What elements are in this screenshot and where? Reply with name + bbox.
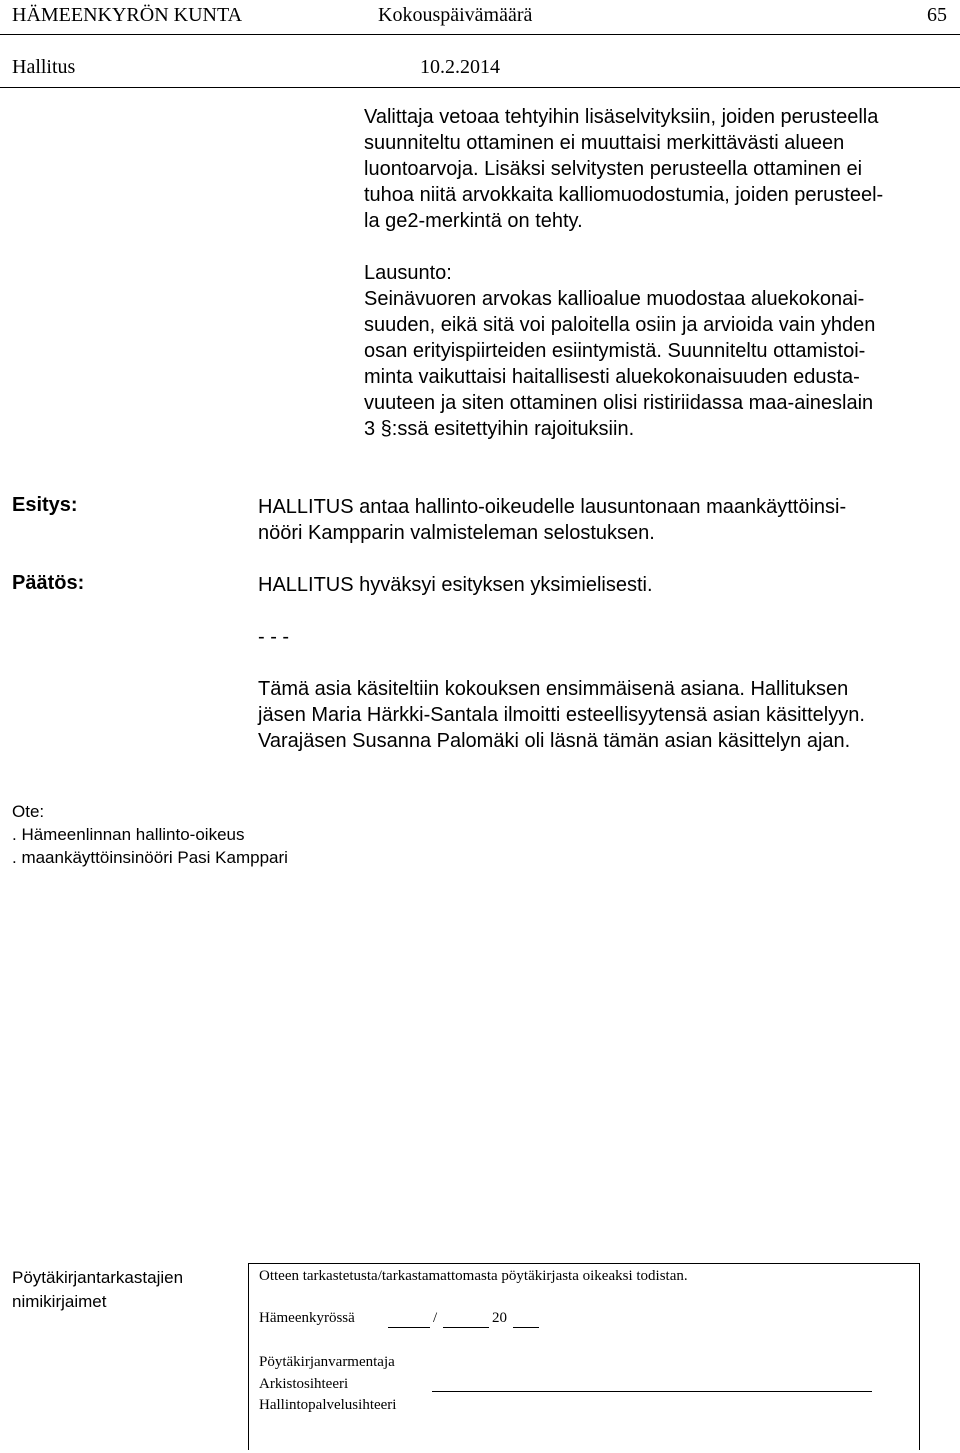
meeting-body: Hallitus <box>12 56 76 78</box>
extract-block <box>12 800 288 869</box>
year-prefix: 20 <box>492 1310 507 1326</box>
footer-initials-label <box>12 1266 183 1314</box>
statement-line: suuden, eikä sitä voi paloitella osiin ja arvioida vain yhden <box>364 314 876 336</box>
statement-line: minta vaikuttaisi haitallisesti aluekokonaisuuden edusta- <box>364 366 860 388</box>
statement-block <box>364 260 875 442</box>
day-blank-line[interactable] <box>388 1327 430 1328</box>
meeting-date: 10.2.2014 <box>420 56 500 78</box>
extract-recipient: . maankäyttöinsinööri Pasi Kamppari <box>12 848 288 867</box>
intro-paragraph <box>364 104 883 234</box>
separator <box>258 624 289 650</box>
footer-left-line: nimikirjaimet <box>12 1292 107 1311</box>
extract-heading: Ote: <box>12 802 45 821</box>
decision-text <box>258 572 653 598</box>
proposal-text <box>258 494 846 546</box>
date-slash: / <box>433 1310 438 1326</box>
note-line: Varajäsen Susanna Palomäki oli läsnä tämän asian käsittelyn ajan. <box>258 730 851 752</box>
proposal-line: nööri Kampparin valmisteleman selostuksen. <box>258 522 655 544</box>
note-line: jäsen Maria Härkki-Santala ilmoitti esteellisyytensä asian käsittelyyn. <box>258 704 865 726</box>
intro-line: luontoarvoja. Lisäksi selvitysten perusteella ottaminen ei <box>364 158 863 180</box>
statement-line: 3 §:ssä esitettyihin rajoituksiin. <box>364 418 635 440</box>
signatory-role: Pöytäkirjanvarmentaja <box>259 1354 395 1370</box>
extract-recipient: . Hämeenlinnan hallinto-oikeus <box>12 825 245 844</box>
statement-line: vuuteen ja siten ottaminen olisi ristiriidassa maa-aineslain <box>364 392 874 414</box>
decision-line: HALLITUS hyväksyi esityksen yksimielisesti. <box>258 574 653 596</box>
year-blank-line[interactable] <box>513 1327 539 1328</box>
header-rule-top <box>0 34 960 35</box>
proposal-label: Esitys: <box>12 494 78 516</box>
intro-line: Valittaja vetoaa tehtyihin lisäselvityksiin, joiden perusteella <box>364 106 879 128</box>
page-number: 65 <box>927 4 947 26</box>
note-paragraph <box>258 676 865 754</box>
decision-label: Päätös: <box>12 572 85 594</box>
header-rule-bottom <box>0 87 960 88</box>
intro-line: suunniteltu ottaminen ei muuttaisi merkittävästi alueen <box>364 132 845 154</box>
signatory-role: Hallintopalvelusihteeri <box>259 1397 397 1413</box>
statement-line: osan erityispiirteiden esiintymistä. Suunniteltu ottamistoi- <box>364 340 866 362</box>
certification-place: Hämeenkyrössä <box>259 1310 355 1326</box>
intro-line: tuhoa niitä arvokkaita kalliomuodostumia, joiden perusteel- <box>364 184 884 206</box>
separator-text: - - - <box>258 626 290 648</box>
month-blank-line[interactable] <box>443 1327 489 1328</box>
document-type: Kokouspäivämäärä <box>378 4 533 26</box>
note-line: Tämä asia käsiteltiin kokouksen ensimmäisenä asiana. Hallituksen <box>258 678 849 700</box>
statement-heading: Lausunto: <box>364 262 452 284</box>
signature-line[interactable] <box>432 1391 872 1392</box>
municipality-name: HÄMEENKYRÖN KUNTA <box>12 4 243 26</box>
proposal-line: HALLITUS antaa hallinto-oikeudelle lausuntonaan maankäyttöinsi- <box>258 496 847 518</box>
signatory-role: Arkistosihteeri <box>259 1376 349 1392</box>
certification-text: Otteen tarkastetusta/tarkastamattomasta pöytäkirjasta oikeaksi todistan. <box>259 1268 688 1284</box>
footer-left-line: Pöytäkirjantarkastajien <box>12 1268 184 1287</box>
statement-line: Seinävuoren arvokas kallioalue muodostaa aluekokonai- <box>364 288 865 310</box>
intro-line: la ge2-merkintä on tehty. <box>364 210 583 232</box>
